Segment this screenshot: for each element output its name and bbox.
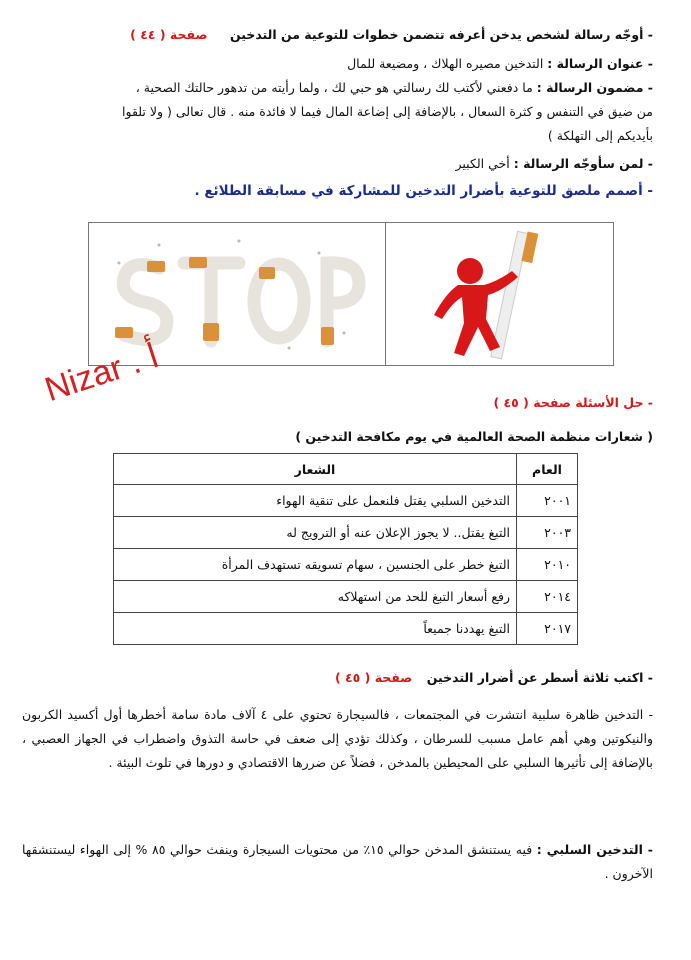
red-man-icon — [386, 223, 613, 365]
message-recipient-value: أخي الكبير — [455, 156, 510, 171]
section-2-heading-page: ( ٤٥ ) — [493, 395, 529, 410]
message-content-value-1: ما دفعني لأكتب لك رسالتي هو حبي لك ، ولما رأيته من تدهور حالتك الصحية ، — [135, 80, 533, 95]
year-cell: ٢٠١٤ — [517, 581, 578, 613]
col-slogan-header: الشعار — [114, 454, 517, 485]
year-cell: ٢٠١٧ — [517, 613, 578, 645]
message-title-line — [22, 55, 653, 73]
question-1 — [22, 26, 653, 44]
table-row — [114, 581, 578, 613]
message-title-value: التدخين مصيره الهلاك ، ومضيعة للمال — [347, 56, 544, 71]
table-header-row — [114, 454, 578, 485]
poster-images — [88, 222, 614, 366]
slogans-table-title: ( شعارات منظمة الصحة العالمية في يوم مكافحة التدخين ) — [295, 429, 653, 444]
section-2-heading-text: - حل الأسئلة صفحة — [533, 395, 653, 410]
message-content-label: - مضمون الرسالة : — [536, 80, 653, 95]
smoking-harms-paragraph: - التدخين ظاهرة سلبية انتشرت في المجتمعات ، فالسيجارة تحتوي على ٤ آلاف مادة سامة أخطرها أول أكسيد الكربون والنيكوتين وهي أهم عامل مسبب للسرطان ، وكذلك تؤدي إلى ضعف في حاسة التذوق واضطراب في الجهاز العصبي ، بالإضافة إلى تأثيرها السلبي على المحيطين بالمدخن ، فضلاً عن ضررها الاقتصادي و دورها في تلوث البيئة . — [22, 707, 653, 770]
question-1-page: صفحة ( ٤٤ ) — [130, 27, 208, 42]
slogan-cell: التبغ خطر على الجنسين ، سهام تسويقه تستهدف المرأة — [114, 549, 517, 581]
slogan-cell: التبغ يقتل.. لا يجوز الإعلان عنه أو الترويج له — [114, 517, 517, 549]
year-cell: ٢٠٠١ — [517, 485, 578, 517]
section-3-heading-page: صفحة ( ٤٥ ) — [334, 670, 413, 685]
section-3-heading-text: - اكتب ثلاثة أسطر عن أضرار التدخين — [426, 670, 653, 685]
table-row — [114, 517, 578, 549]
slogans-table — [113, 453, 578, 645]
question-1-text: - أوجّه رسالة لشخص يدخن أعرفه تتضمن خطوات للتوعية من التدخين — [229, 27, 653, 42]
passive-smoking-paragraph — [22, 838, 653, 886]
table-row — [114, 613, 578, 645]
message-content-line — [22, 79, 653, 97]
message-content-line-2: من ضيق في التنفس و كثرة السعال ، بالإضافة إلى إضاعة المال فيما لا فائدة منه . قال تعالى ( ولا تلقوا — [122, 104, 653, 119]
table-row — [114, 549, 578, 581]
slogan-cell: التدخين السلبي يقتل فلنعمل على تنقية الهواء — [114, 485, 517, 517]
author-watermark: Nizar . أ — [40, 336, 164, 410]
col-year-header: العام — [517, 454, 578, 485]
red-man-cigarette-image — [386, 223, 613, 365]
message-title-label: - عنوان الرسالة : — [547, 56, 653, 71]
message-recipient-label: - لمن سأوجّه الرسالة : — [513, 156, 653, 171]
table-row — [114, 485, 578, 517]
poster-task: - أصمم ملصق للتوعية بأضرار التدخين للمشاركة في مسابقة الطلائع . — [194, 183, 653, 199]
slogan-cell: رفع أسعار التبغ للحد من استهلاكه — [114, 581, 517, 613]
slogan-cell: التبغ يهددنا جميعاً — [114, 613, 517, 645]
section-3-heading — [22, 669, 653, 687]
year-cell: ٢٠٠٣ — [517, 517, 578, 549]
passive-smoking-label: - التدخين السلبي : — [536, 842, 653, 857]
section-2-heading — [22, 394, 653, 412]
message-recipient-line — [22, 155, 653, 173]
message-content-line-3: بأيديكم إلى التهلكة ) — [547, 128, 653, 143]
year-cell: ٢٠١٠ — [517, 549, 578, 581]
passive-smoking-text: فيه يستنشق المدخن حوالي ١٥٪ من محتويات السيجارة وينفث حوالي ٨٥ % إلى الهواء ليستنشقها الآخرون . — [22, 842, 653, 881]
